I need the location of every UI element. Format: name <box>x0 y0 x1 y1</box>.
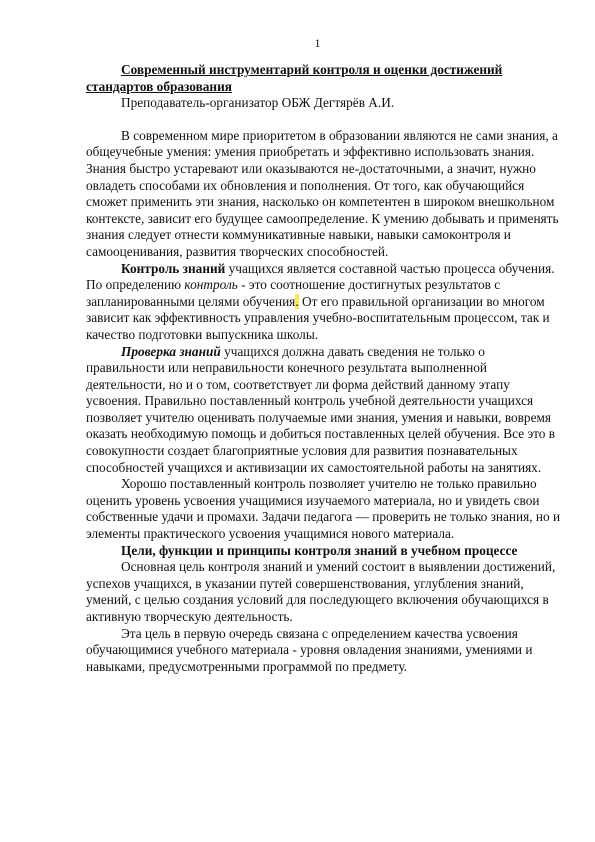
paragraph-text: учащихся является составной частью процесса обучения. По определению <box>86 260 555 293</box>
section-heading: Цели, функции и принципы контроля знаний в учебном процессе <box>121 542 518 558</box>
paragraph-text: учащихся должна давать сведения не только о правильности или неправильности конечного результата выполненной деятельности, но и о том, соответствует ли форма действий данному этапу усвоения. Правильно поставленный контроль учебной деятельности учащихся позволяет учителю оценивать получаемые ими знания, умения и навыки, вовремя оказать необходимую помощь и добиться поставленных целей обучения. Все это в совокупности создает благоприятные условия для развития познавательных способностей учащихся и активизации их самостоятельной работы на занятиях. <box>86 343 556 475</box>
paragraph-goal-quality: Эта цель в первую очередь связана с определением качества усвоения обучающимися учебного материала - уровня овладения знаниями, умениями и навыками, предусмотренными программой по предмету. <box>86 625 533 674</box>
highlight-mark: . <box>295 293 299 309</box>
paragraph-text: От его правильной организации во многом зависит как эффективность управления учебно-воспитательным процессом, так и качество подготовки выпускника школы. <box>86 293 550 342</box>
paragraph-good-control: Хорошо поставленный контроль позволяет учителю не только правильно оценить уровень усвоения учащимися изучаемого материала, но и увидеть свои собственные удачи и промахи. Задачи педагога — проверить не только знания, но и элементы практического усвоения учащимися нового материала. <box>86 476 561 542</box>
author-line: Преподаватель-организатор ОБЖ Дегтярёв А.И. <box>121 95 395 111</box>
paragraph-main-goal: Основная цель контроля знаний и умений состоит в выявлении достижений, успехов учащихся, в указании путей совершенствования, углубления знаний, умений, с целью создания условий для последующего включения обучающихся в активную творческую деятельность. <box>86 559 556 624</box>
page-number: 1 <box>314 36 321 50</box>
term-knowledge-check: Проверка знаний <box>121 343 221 359</box>
spacer <box>86 112 566 128</box>
paragraph-control-definition <box>86 261 566 344</box>
document-body <box>86 62 566 675</box>
term-control-knowledge: Контроль знаний <box>121 260 226 276</box>
paragraph-intro: В современном мире приоритетом в образовании являются не сами знания, а общеучебные умения: умения приобретать и эффективно использовать знания. Знания быстро устаревают или оказываются не-достаточными, а значит, нужно овладеть способами их обновления и пополнения. От того, как обучающийся сможет применить эти знания, насколько он компетентен в широком внешкольном контексте, зависит его будущее самоопределение. К умению добывать и применять знания следует отнести коммуникативные навыки, навыки самоконтроля и самооценивания, развития творческих способностей. <box>86 127 559 259</box>
paragraph-knowledge-check <box>86 344 566 477</box>
paragraph-text: - это соотношение достигнутых результатов с запланированными целями обучения <box>86 277 501 309</box>
document-title: Современный инструментарий контроля и оценки достижений стандартов образования <box>86 62 503 94</box>
term-control-italic: контроль <box>184 277 238 293</box>
